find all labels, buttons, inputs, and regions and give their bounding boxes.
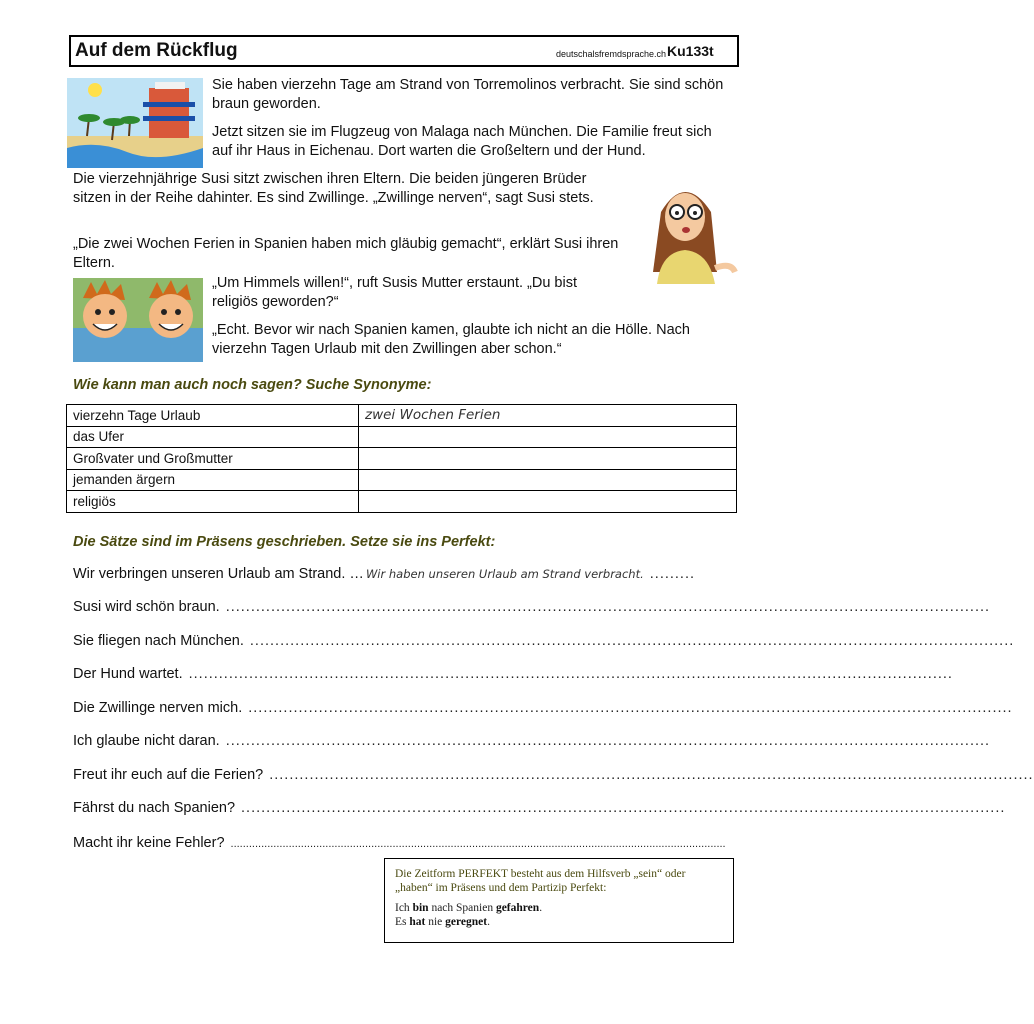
worksheet-header <box>69 35 739 67</box>
grammar-explanation: Die Zeitform PERFEKT besteht aus dem Hilfsverb „sein“ oder „haben“ im Präsens und dem Partizip Perfekt: <box>395 868 686 894</box>
synonym-answer[interactable] <box>359 426 737 448</box>
answer-line: ......... <box>649 566 696 582</box>
grinning-twins-illustration <box>73 278 203 362</box>
girl-with-glasses-illustration <box>631 172 739 284</box>
exercise-sentence[interactable] <box>73 700 1013 720</box>
sentence-text: Der Hund wartet. <box>73 666 183 682</box>
story-paragraph-3: Die vierzehnjährige Susi sitzt zwischen ihren Eltern. Die beiden jüngeren Brüder sitzen in der Reihe dahinter. Es sind Zwillinge. „Zwillinge nerven“, sagt Susi stets. <box>73 171 594 206</box>
sentence-text: Ich glaube nicht daran. <box>73 733 220 749</box>
exercise-sentence[interactable] <box>73 666 953 686</box>
story-paragraph-5: „Um Himmels willen!“, ruft Susis Mutter erstaunt. „Du bist religiös geworden?“ <box>212 275 577 310</box>
sentence-text: Susi wird schön braun. <box>73 599 220 615</box>
table-row <box>67 426 737 448</box>
table-row <box>67 491 737 513</box>
synonym-term: vierzehn Tage Urlaub <box>67 405 359 427</box>
sentence-text: Wir verbringen unseren Urlaub am Strand. … <box>73 566 364 582</box>
grammar-example <box>395 901 723 929</box>
story-paragraph-1: Sie haben vierzehn Tage am Strand von Torremolinos verbracht. Sie sind schön braun geworden. <box>212 77 724 112</box>
synonyms-table <box>66 404 737 513</box>
answer-line[interactable]: ........................................................................................................................................................ <box>241 800 1006 816</box>
story-paragraph-6: „Echt. Bevor wir nach Spanien kamen, glaubte ich nicht an die Hölle. Nach vierzehn Tagen Urlaub mit den Zwillingen aber schon.“ <box>212 322 690 357</box>
exercise-sentence[interactable] <box>73 800 1006 820</box>
answer-line[interactable]: ........................................................................................................................................................ <box>249 633 1015 649</box>
example-participle: geregnet <box>445 916 488 928</box>
worksheet-title: Auf dem Rückflug <box>75 40 238 61</box>
table-row <box>67 469 737 491</box>
sentence-text: Fährst du nach Spanien? <box>73 800 236 816</box>
sentence-text: Die Zwillinge nerven mich. <box>73 700 243 716</box>
exercise-sentence[interactable] <box>73 767 1034 787</box>
synonym-answer[interactable] <box>359 469 737 491</box>
grammar-example-1 <box>395 901 723 915</box>
sentence-text: Macht ihr keine Fehler? <box>73 835 225 851</box>
answer-line[interactable]: ........................................................................................................................................................ <box>269 767 1034 783</box>
answer-line[interactable]: ........................................................................................................................................................ <box>188 666 953 682</box>
story-paragraph-2: Jetzt sitzen sie im Flugzeug von Malaga nach München. Die Familie freut sich auf ihr Haus in Eichenau. Dort warten die Großeltern und der Hund. <box>212 124 712 159</box>
table-row <box>67 405 737 427</box>
exercise-sentence[interactable] <box>73 633 1015 653</box>
synonym-term: Großvater und Großmutter <box>67 448 359 470</box>
answer-line[interactable]: .................................................................................................................................................................. <box>230 838 726 850</box>
table-row <box>67 448 737 470</box>
beach-hotel-illustration <box>67 78 203 168</box>
example-participle: gefahren <box>495 902 540 914</box>
synonym-answer[interactable]: zwei Wochen Ferien <box>359 405 737 427</box>
answer-line[interactable]: ........................................................................................................................................................ <box>248 700 1013 716</box>
grammar-example-2 <box>395 915 723 929</box>
grammar-info-box <box>384 858 734 943</box>
example-text: Es <box>395 916 410 928</box>
sentence-text: Freut ihr euch auf die Ferien? <box>73 767 264 783</box>
answer-line[interactable]: ........................................................................................................................................................ <box>225 599 991 615</box>
exercise-sentence[interactable] <box>73 835 726 855</box>
story-paragraph-4: „Die zwei Wochen Ferien in Spanien haben mich gläubig gemacht“, erklärt Susi ihren Eltern. <box>73 236 619 271</box>
example-text: nach Spanien <box>428 902 496 914</box>
worksheet-code: Ku133t <box>667 43 714 59</box>
example-text: . <box>539 902 543 914</box>
exercise-sentence[interactable] <box>73 566 721 586</box>
synonym-answer[interactable] <box>359 491 737 513</box>
exercise-sentence[interactable] <box>73 599 991 619</box>
example-auxiliary: hat <box>409 916 426 928</box>
synonyms-heading: Wie kann man auch noch sagen? Suche Synonyme: <box>73 377 432 393</box>
answer-line[interactable]: ........................................................................................................................................................ <box>225 733 991 749</box>
sentence-answer[interactable]: Wir haben unseren Urlaub am Strand verbracht. <box>365 567 644 581</box>
example-text: . <box>487 916 490 928</box>
synonym-term: religiös <box>67 491 359 513</box>
synonym-answer[interactable] <box>359 448 737 470</box>
synonym-term: jemanden ärgern <box>67 469 359 491</box>
example-text: nie <box>425 916 446 928</box>
exercise-sentence[interactable] <box>73 733 991 753</box>
site-name: deutschalsfremdsprache.ch <box>556 49 667 59</box>
perfekt-heading: Die Sätze sind im Präsens geschrieben. Setze sie ins Perfekt: <box>73 534 496 550</box>
example-text: Ich <box>395 902 413 914</box>
synonym-term: das Ufer <box>67 426 359 448</box>
example-auxiliary: bin <box>412 902 429 914</box>
sentence-text: Sie fliegen nach München. <box>73 633 244 649</box>
